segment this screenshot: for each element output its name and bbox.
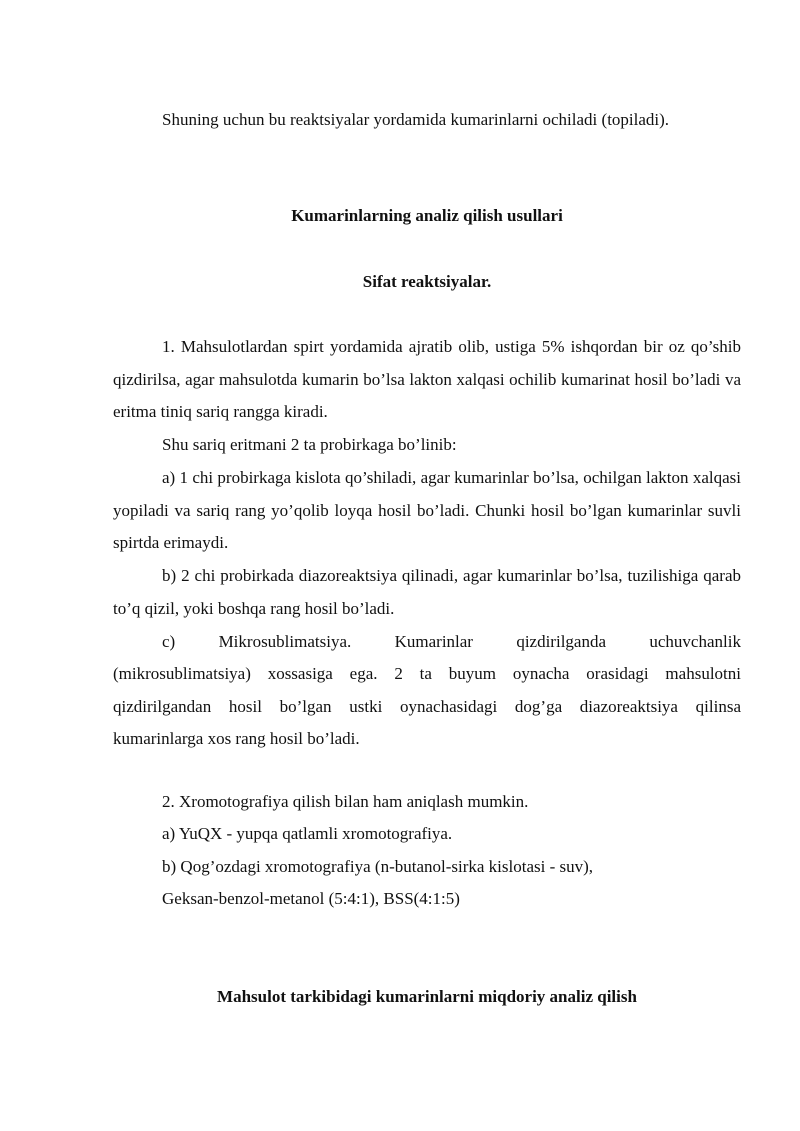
para5-word: c) [162, 632, 176, 651]
paragraph-2: Shu sariq eritmani 2 ta probirkaga bo’linib: [162, 435, 457, 454]
paragraph-5-first-line [113, 626, 741, 659]
para5-word: uchuvchanlik [649, 632, 741, 651]
paragraph-1: 1. Mahsulotlardan spirt yordamida ajratib olib, ustiga 5% ishqordan bir oz qo’shib qizdirilsa, agar mahsulotda kumarin bo’lsa lakton xalqasi ochilib kumarinat hosil bo’ladi va eritma tiniq sariq rangga kiradi. [113, 337, 741, 421]
para5-word: qizdirilganda [516, 632, 607, 651]
para5-word: Kumarinlar [394, 632, 473, 651]
paragraph-4: b) 2 chi probirkada diazoreaktsiya qilinadi, agar kumarinlar bo’lsa, tuzilishiga qarab to’q qizil, yoki boshqa rang hosil bo’ladi. [113, 566, 741, 618]
paragraph-9: Geksan-benzol-metanol (5:4:1), BSS(4:1:5) [162, 889, 460, 908]
section-heading-quality: Sifat reaktsiyalar. [362, 272, 492, 291]
paragraph-8: b) Qog’ozdagi xromotografiya (n-butanol-sirka kislotasi - suv), [162, 857, 594, 876]
para5-word: Mikrosublimatsiya. [218, 632, 352, 651]
paragraph-5-rest: (mikrosublimatsiya) xossasiga ega. 2 ta buyum oynacha orasidagi mahsulotni qizdirilgandan hosil bo’lgan ustki oynachasidagi dog’ga diazoreaktsiya qilinsa kumarinlarga xos rang hosil bo’ladi. [113, 664, 741, 748]
paragraph-3: a) 1 chi probirkaga kislota qo’shiladi, agar kumarinlar bo’lsa, ochilgan lakton xalqasi yopiladi va sariq rang yo’qolib loyqa hosil bo’ladi. Chunki hosil bo’lgan kumarinlar suvli spirtda erimaydi. [113, 468, 741, 552]
paragraph-6: 2. Xromotografiya qilish bilan ham aniqlash mumkin. [162, 792, 529, 811]
paragraph-7: a) YuQX - yupqa qatlamli xromotografiya. [162, 824, 453, 843]
section-heading-methods: Kumarinlarning analiz qilish usullari [291, 206, 563, 225]
intro-paragraph: Shuning uchun bu reaktsiyalar yordamida kumarinlarni ochiladi (topiladi). [162, 110, 670, 129]
section-heading-quantity: Mahsulot tarkibidagi kumarinlarni miqdoriy analiz qilish [217, 987, 637, 1006]
